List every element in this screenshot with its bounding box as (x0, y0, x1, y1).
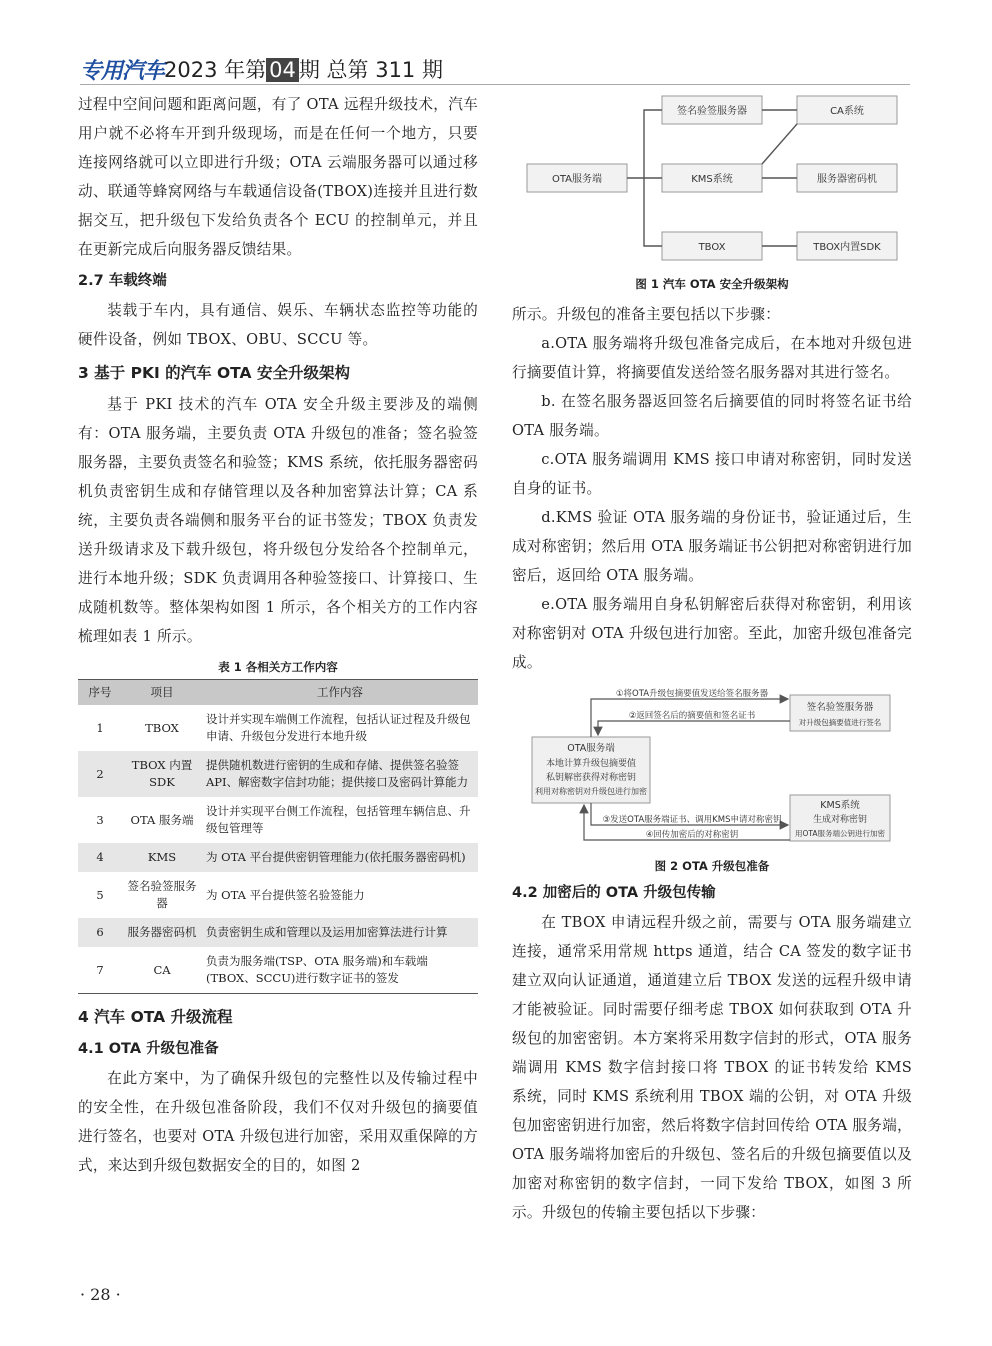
related-parties-table (78, 679, 478, 994)
table-caption: 表 1 各相关方工作内容 (218, 660, 338, 674)
table-header: 工作内容 (202, 680, 478, 706)
kms-line: 生成对称密钥 (812, 815, 868, 825)
table-cell: 6 (78, 918, 122, 947)
table-cell: 7 (78, 947, 122, 994)
table-cell: 提供随机数进行密钥的生成和存储、提供签名验签 API、解密数字信封功能；提供接口及密码计算能力 (202, 751, 478, 797)
table-cell: 5 (96, 887, 104, 902)
sign-server-label: 签名验签服务器 (677, 106, 747, 117)
table-header-row (78, 680, 478, 706)
section-heading-4-2: 4.2 加密后的 OTA 升级包传输 (512, 885, 716, 901)
table-cell: 服务器密码机 (122, 918, 202, 947)
ca-label: CA系统 (830, 106, 864, 117)
paragraph: 装载于车内，具有通信、娱乐、车辆状态监控等功能的硬件设备，例如 TBOX、OBU、SCCU 等。 (78, 302, 478, 348)
table-row (78, 705, 478, 751)
hsm-label: 服务器密码机 (817, 174, 877, 185)
table-cell: 为 OTA 平台提供签名验签能力 (206, 887, 365, 902)
journal-header (80, 52, 940, 82)
tbox-label: TBOX (698, 242, 726, 253)
issue-info (164, 54, 443, 84)
table-header: 项目 (122, 680, 202, 706)
table-cell: 4 (78, 843, 122, 872)
step-b: b. 在签名服务器返回签名后摘要值的同时将签名证书给 OTA 服务端。 (512, 393, 912, 439)
figure-1 (512, 88, 912, 296)
step-a: a.OTA 服务端将升级包准备完成后，在本地对升级包进行摘要值计算，将摘要值发送给签名服务器对其进行签名。 (512, 335, 912, 381)
table-row (78, 872, 478, 918)
ota-server-line: 利用对称密钥对升级包进行加密 (535, 787, 647, 796)
arrow-2-label: ②返回签名后的摘要值和签名证书 (628, 711, 756, 721)
step-e: e.OTA 服务端用自身私钥解密后获得对称密钥，利用该对称密钥对 OTA 升级包进行加密。至此，加密升级包准备完成。 (512, 596, 912, 671)
header-rule (80, 84, 910, 85)
left-column (78, 90, 478, 1180)
issue-number: 04 (266, 58, 299, 82)
table-cell: 为 OTA 平台提供密钥管理能力(依托服务器密码机) (202, 843, 478, 872)
table-cell: OTA 服务端 (130, 812, 194, 827)
table-cell: TBOX (145, 720, 179, 735)
kms-label: KMS系统 (691, 174, 733, 185)
ota-server-title: OTA服务端 (567, 743, 615, 754)
paragraph: 基于 PKI 技术的汽车 OTA 安全升级主要涉及的端侧有：OTA 服务端，主要负责 OTA 升级包的准备；签名验签服务器，主要负责签名和验签；KMS 系统，依托服务器密码机负责密钥生成和存储管理以及各种加密算法计算；CA 系统，主要负责各端侧和服务平台的证书签发；TBOX 负责发送升级请求及下载升级包，将升级包分发给各个控制单元，进行本地升级；SDK 负责调用各种验签接口、计算接口、生成随机数等。整体架构如图 1 所示，各个相关方的工作内容梳理如表 1 所示。 (78, 396, 478, 645)
table-cell: 2 (78, 751, 122, 797)
sign-server-title: 签名验签服务器 (806, 702, 874, 713)
table-cell: 设计并实现平台侧工作流程，包括管理车辆信息、升级包管理等 (206, 804, 471, 835)
section-heading-4: 4 汽车 OTA 升级流程 (78, 1008, 233, 1026)
paragraph: 在此方案中，为了确保升级包的完整性以及传输过程中的安全性，在升级包准备阶段，我们不仅对升级包的摘要值进行签名，也要对 OTA 升级包进行加密，采用双重保障的方式，来达到升级包数据安全的目的，如图 2 (78, 1070, 478, 1174)
table-cell: TBOX 内置 SDK (122, 751, 202, 797)
journal-logo: 专用汽车 (80, 59, 165, 84)
table-cell: CA (122, 947, 202, 994)
table-row (78, 751, 478, 797)
paragraph: 过程中空间问题和距离问题，有了 OTA 远程升级技术，汽车用户就不必将车开到升级现场，而是在任何一个地方，只要连接网络就可以立即进行升级；OTA 云端服务器可以通过移动、联通等蜂窝网络与车载通信设备(TBOX)连接并且进行数据交互，把升级包下发给负责各个 ECU 的控制单元，并且在更新完成后向服务器反馈结果。 (78, 96, 478, 258)
table-cell: 签名验签服务器 (127, 879, 197, 910)
figure-2 (512, 685, 912, 878)
ota-server-label: OTA服务端 (551, 174, 603, 185)
upgrade-preparation-diagram (512, 685, 912, 850)
arrow-1-label: ①将OTA升级包摘要值发送给签名服务器 (615, 689, 769, 699)
page-number: · 28 · (80, 1285, 121, 1304)
kms-line: 用OTA服务端公钥进行加密 (794, 829, 886, 838)
table-cell: KMS (122, 843, 202, 872)
figure-2-caption: 图 2 OTA 升级包准备 (654, 859, 770, 873)
table-row (78, 918, 478, 947)
tbox-sdk-label: TBOX内置SDK (813, 242, 881, 253)
table-cell: 负责密钥生成和管理以及运用加密算法进行计算 (202, 918, 478, 947)
arrow-2 (598, 721, 790, 735)
architecture-diagram (512, 88, 912, 268)
paragraph: 在 TBOX 申请远程升级之前，需要与 OTA 服务端建立连接，通常采用常规 https 通道，结合 CA 签发的数字证书建立双向认证通道，通道建立后 TBOX 发送的远程升级申请才能被验证。同时需要仔细考虑 TBOX 如何获取到 OTA 升级包的加密密钥。本方案将采用数字信封的形式，OTA 服务端调用 KMS 数字信封接口将 TBOX 的证书转发给 KMS 系统，同时 KMS 系统利用 TBOX 端的公钥，对 OTA 升级包加密密钥进行加密，然后将数字信封回传给 OTA 服务端，OTA 服务端将加密后的升级包、签名后的升级包摘要值以及加密对称密钥的数字信封，一同下发给 TBOX，如图 3 所示。升级包的传输主要包括以下步骤： (512, 914, 912, 1221)
arrow-3-label: ③发送OTA服务端证书、调用KMS申请对称密钥 (602, 815, 782, 825)
section-heading-4-1: 4.1 OTA 升级包准备 (78, 1041, 219, 1057)
figure-1-caption: 图 1 汽车 OTA 安全升级架构 (635, 277, 789, 291)
sign-server-line: 对升级包摘要值进行签名 (798, 718, 882, 727)
section-heading-2-7: 2.7 车载终端 (78, 273, 167, 289)
section-heading-3: 3 基于 PKI 的汽车 OTA 安全升级架构 (78, 364, 350, 382)
table-cell: 设计并实现车端侧工作流程，包括认证过程及升级包申请、升级包分发进行本地升级 (206, 712, 471, 743)
table-row (78, 797, 478, 843)
step-d: d.KMS 验证 OTA 服务端的身份证书，验证通过后，生成对称密钥；然后用 OTA 服务端证书公钥把对称密钥进行加密后，返回给 OTA 服务端。 (512, 509, 912, 584)
paragraph: 所示。升级包的准备主要包括以下步骤： (512, 306, 781, 323)
table-row (78, 947, 478, 994)
table-row (78, 843, 478, 872)
table-cell: 3 (96, 812, 104, 827)
table-cell: 1 (96, 720, 104, 735)
table-header: 序号 (78, 680, 122, 706)
ota-server-line: 私钥解密获得对称密钥 (545, 773, 637, 783)
table-cell: 负责为服务端(TSP、OTA 服务端)和车载端(TBOX、SCCU)进行数字证书的签发 (202, 947, 478, 994)
step-c: c.OTA 服务端调用 KMS 接口申请对称密钥，同时发送自身的证书。 (512, 451, 912, 497)
right-column (512, 88, 912, 1227)
issue-suffix: 期 总第 311 期 (298, 58, 443, 82)
arrow-4-label: ④回传加密后的对称密钥 (645, 830, 739, 840)
issue-prefix: 2023 年第 (164, 58, 267, 82)
ota-server-line: 本地计算升级包摘要值 (545, 759, 637, 769)
kms-title: KMS系统 (820, 800, 860, 811)
